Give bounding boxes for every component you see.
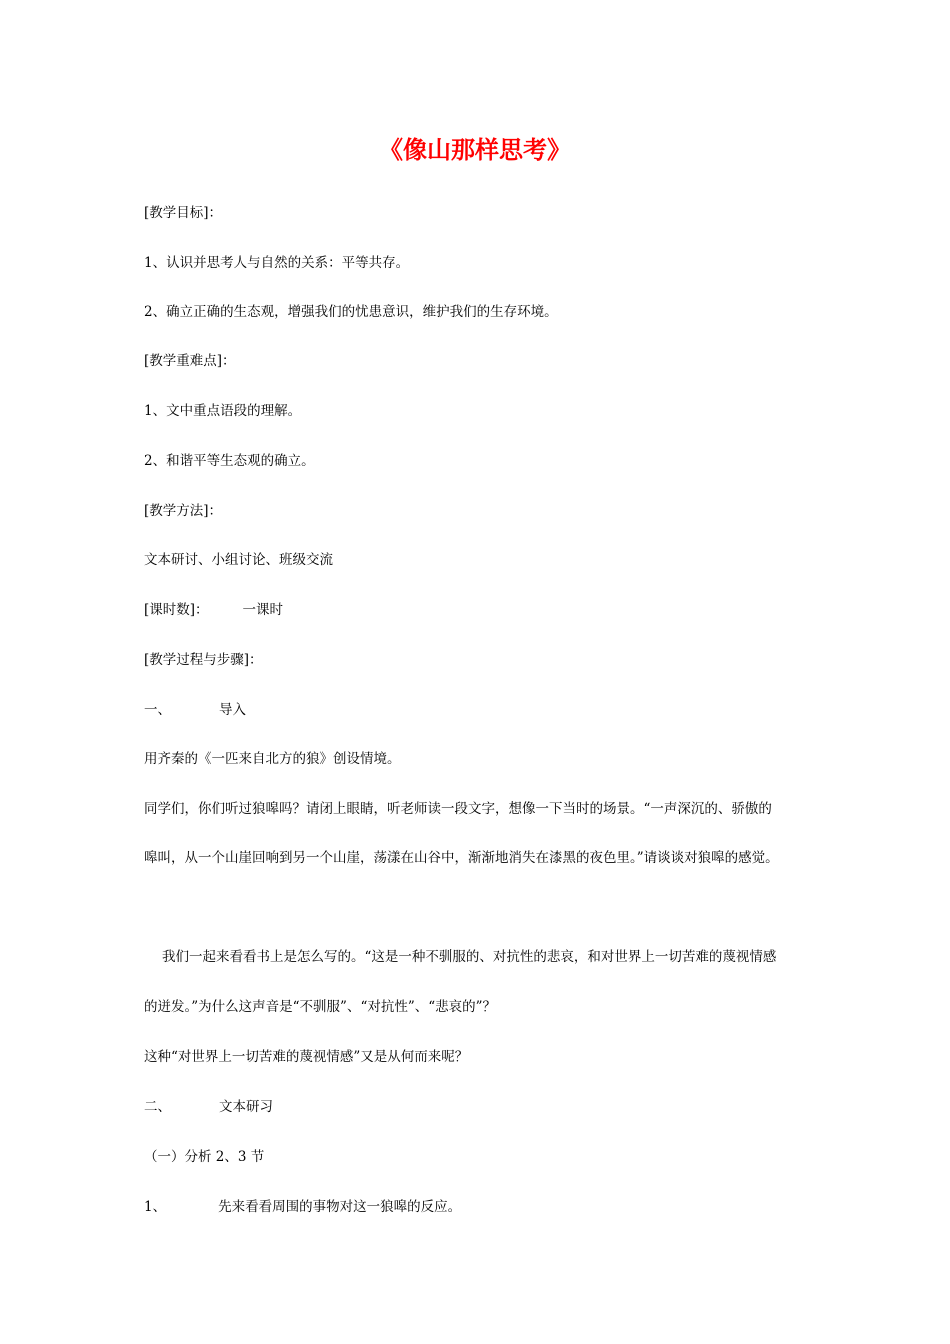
class-hours-value: 一课时 [242, 602, 284, 618]
section-heading-key-points: [教学重难点]： [144, 353, 236, 369]
methods-text: 文本研讨、小组讨论、班级交流 [144, 552, 333, 568]
paragraph-line: 同学们，你们听过狼嗥吗？请闭上眼睛，听老师读一段文字，想像一下当时的场景。“一声深沉的、骄傲的 [144, 801, 772, 817]
document-title: 《像山那样思考》 [379, 136, 571, 164]
paragraph-line: 这种“对世界上一切苦难的蔑视情感”又是从何而来呢？ [144, 1049, 469, 1065]
numbered-item-1 [144, 1197, 814, 1217]
objective-item-1: 1、认识并思考人与自然的关系：平等共存。 [144, 255, 410, 271]
class-hours-line [144, 600, 814, 620]
step-heading-2 [144, 1097, 814, 1117]
section-heading-objectives: [教学目标]： [144, 205, 223, 221]
step-number-1: 一、 [144, 702, 171, 718]
subsection-heading: （一）分析 2、3 节 [144, 1149, 265, 1165]
key-point-item-1: 1、文中重点语段的理解。 [144, 403, 302, 419]
item-number-1: 1、 [144, 1199, 167, 1215]
step-title-2: 文本研习 [219, 1099, 273, 1115]
paragraph-line: 嗥叫，从一个山崖回响到另一个山崖，荡漾在山谷中，渐渐地消失在漆黑的夜色里。”请谈谈对狼嗥的感觉。 [144, 850, 779, 866]
objective-item-2: 2、确立正确的生态观，增强我们的忧患意识，维护我们的生存环境。 [144, 304, 558, 320]
step-number-2: 二、 [144, 1099, 171, 1115]
paragraph-line: 我们一起来看看书上是怎么写的。“这是一种不驯服的、对抗性的悲哀，和对世界上一切苦难的蔑视情感 [162, 949, 777, 965]
step-heading-1 [144, 700, 814, 720]
section-heading-process: [教学过程与步骤]： [144, 652, 263, 668]
paragraph-line: 用齐秦的《一匹来自北方的狼》创设情境。 [144, 751, 401, 767]
key-point-item-2: 2、和谐平等生态观的确立。 [144, 453, 315, 469]
paragraph-line: 的迸发。”为什么这声音是“不驯服”、“对抗性”、“悲哀的”？ [144, 999, 497, 1015]
class-hours-label: [课时数]： [144, 602, 209, 618]
section-heading-methods: [教学方法]： [144, 503, 223, 519]
item-text-1: 先来看看周围的事物对这一狼嗥的反应。 [218, 1199, 462, 1215]
step-title-1: 导入 [219, 702, 246, 718]
